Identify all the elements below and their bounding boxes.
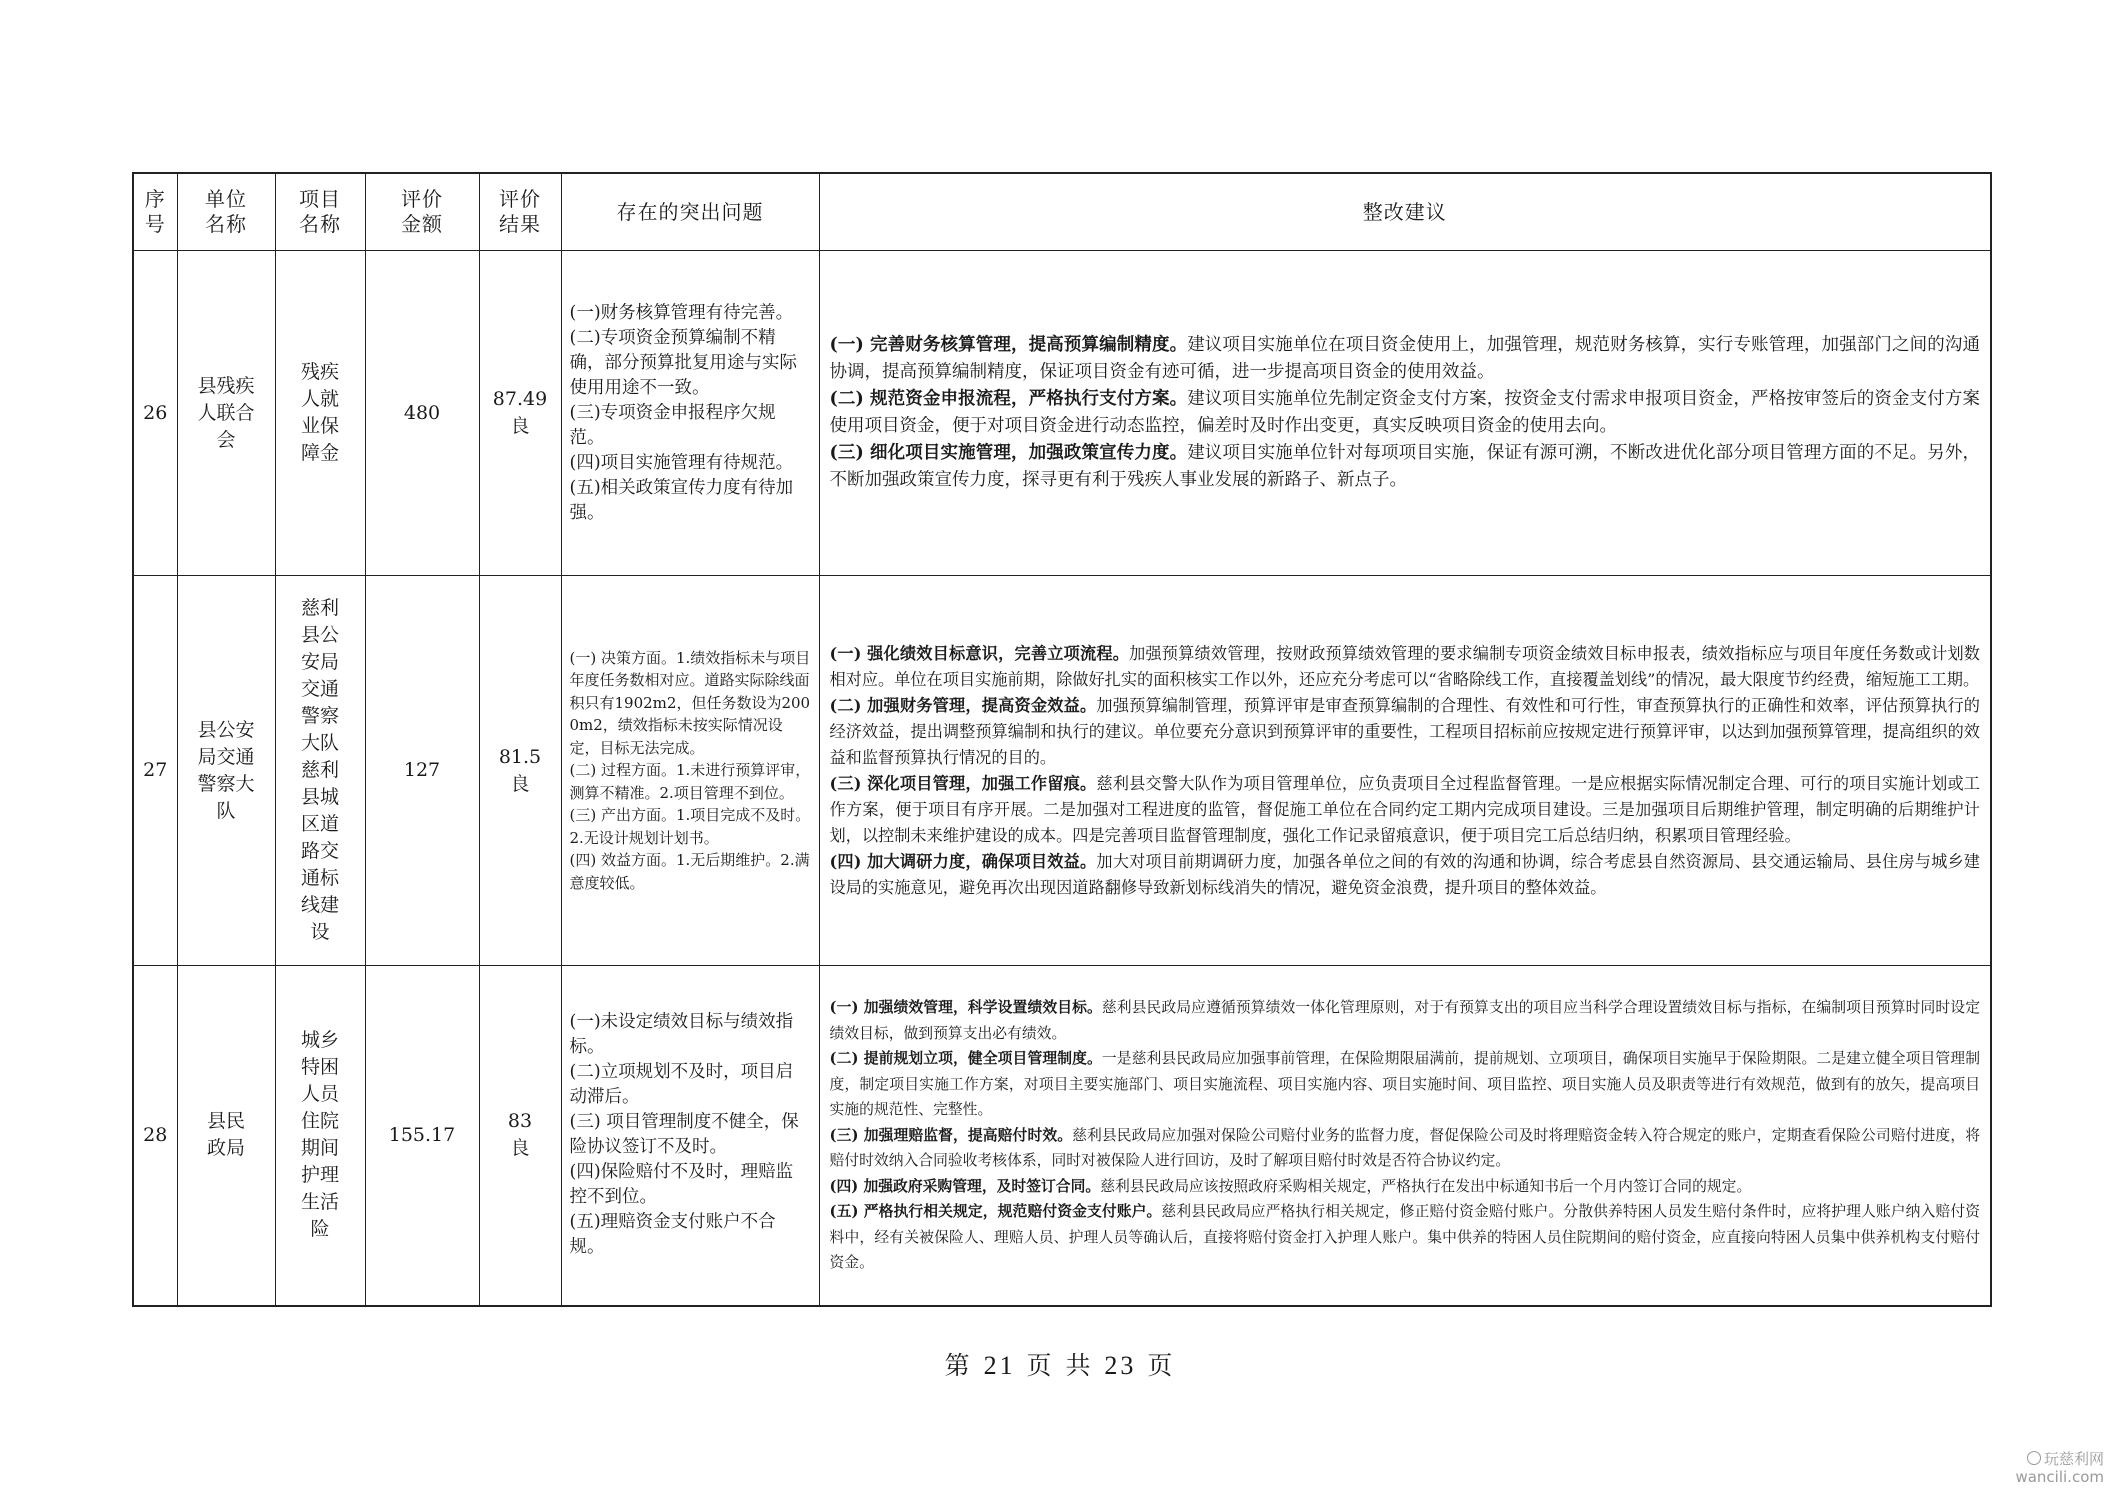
header-amount: 评价金额 bbox=[365, 173, 479, 251]
issue-item: (四)项目实施管理有待规范。 bbox=[569, 452, 794, 473]
header-seq: 序号 bbox=[133, 173, 177, 251]
suggestion-item: (一) 强化绩效目标意识，完善立项流程。加强预算绩效管理，按财政预算绩效管理的要求编制专项资金绩效目标申报表，绩效指标应与项目年度任务数或计划数相对应。单位在项目实施前期，除做好扎实的面积核实工作以外，还应充分考虑可以“省略除线工作，直接覆盖划线”的情况，最大限度节约经费，缩短施工工期。 bbox=[829, 643, 1980, 689]
page-number-footer bbox=[0, 1346, 2120, 1382]
row-issues bbox=[561, 251, 819, 576]
page-label-mid: 页 共 bbox=[1026, 1351, 1094, 1380]
table-row bbox=[133, 576, 1991, 966]
issue-item: (五)理赔资金支付账户不合规。 bbox=[569, 1212, 776, 1258]
row-grade: 良 bbox=[510, 1137, 530, 1160]
issue-item: (四) 效益方面。1.无后期维护。2.满意度较低。 bbox=[569, 851, 810, 892]
row-project: 残疾人就业保障金 bbox=[275, 251, 365, 576]
issue-item: (一) 决策方面。1.绩效指标未与项目年度任务数相对应。道路实际除线面积只有1902m2，但任务数设为2000m2，绩效指标未按实际情况设定，目标无法完成。 bbox=[569, 648, 811, 757]
row-amount: 480 bbox=[365, 251, 479, 576]
issue-item: (一)财务核算管理有待完善。 bbox=[569, 302, 794, 323]
watermark-name: 玩慈利网 bbox=[2043, 1450, 2104, 1468]
row-amount: 127 bbox=[365, 576, 479, 966]
row-score: 87.49 bbox=[492, 388, 548, 410]
suggestion-item: (一) 完善财务核算管理，提高预算编制精度。建议项目实施单位在项目资金使用上，加强管理，规范财务核算，实行专账管理，加强部门之间的沟通协调，提高预算编制精度，保证项目资金有迹可循，进一步提高项目资金的使用效益。 bbox=[829, 335, 1980, 382]
site-watermark bbox=[2015, 1450, 2104, 1486]
evaluation-table bbox=[132, 172, 1992, 1307]
issue-item: (五)相关政策宣传力度有待加强。 bbox=[569, 477, 794, 523]
issue-item: (三) 产出方面。1.项目完成不及时。2.无设计规划计划书。 bbox=[569, 806, 811, 847]
row-unit: 县公安局交通警察大队 bbox=[177, 576, 275, 966]
suggestion-item: (四) 加大调研力度，确保项目效益。加大对项目前期调研力度，加强各单位之间的有效的沟通和协调，综合考虑县自然资源局、县交通运输局、县住房与城乡建设局的实施意见，避免再次出现因道路翻修导致新划标线消失的情况，避免资金浪费，提升项目的整体效益。 bbox=[829, 851, 1980, 897]
row-issues bbox=[561, 576, 819, 966]
row-unit: 县民政局 bbox=[177, 966, 275, 1306]
issue-item: (二)专项资金预算编制不精确，部分预算批复用途与实际使用用途不一致。 bbox=[569, 327, 797, 398]
row-project: 城乡特困人员住院期间护理生活险 bbox=[275, 966, 365, 1306]
row-project: 慈利县公安局交通警察大队慈利县城区道路交通标线建设 bbox=[275, 576, 365, 966]
row-suggestions bbox=[819, 251, 1991, 576]
suggestion-item: (二) 规范资金申报流程，严格执行支付方案。建议项目实施单位先制定资金支付方案，按资金支付需求申报项目资金，严格按审签后的资金支付方案使用项目资金，便于对项目资金进行动态监控，偏差时及时作出变更，真实反映项目资金的使用去向。 bbox=[829, 389, 1980, 436]
suggestion-item: (三) 细化项目实施管理，加强政策宣传力度。建议项目实施单位针对每项项目实施，保证有源可溯，不断改进优化部分项目管理方面的不足。另外，不断加强政策宣传力度，探寻更有利于残疾人事业发展的新路子、新点子。 bbox=[829, 443, 1980, 490]
page-current: 21 bbox=[983, 1351, 1016, 1380]
header-suggestions: 整改建议 bbox=[819, 173, 1991, 251]
row-seq: 28 bbox=[133, 966, 177, 1306]
row-score: 81.5 bbox=[498, 745, 542, 768]
issue-item: (四)保险赔付不及时，理赔监控不到位。 bbox=[569, 1162, 794, 1208]
watermark-domain: wancili.com bbox=[2015, 1468, 2104, 1486]
suggestion-item: (四) 加强政府采购管理，及时签订合同。慈利县民政局应该按照政府采购相关规定，严格执行在发出中标通知书后一个月内签订合同的规定。 bbox=[829, 1177, 1752, 1195]
row-issues bbox=[561, 966, 819, 1306]
page-total: 23 bbox=[1104, 1351, 1137, 1380]
row-amount: 155.17 bbox=[365, 966, 479, 1306]
header-issues: 存在的突出问题 bbox=[561, 173, 819, 251]
issue-item: (二) 过程方面。1.未进行预算评审，测算不精准。2.项目管理不到位。 bbox=[569, 761, 811, 802]
row-score: 83 bbox=[507, 1110, 533, 1133]
row-suggestions bbox=[819, 966, 1991, 1306]
page-label-pre: 第 bbox=[944, 1351, 973, 1380]
table-header-row bbox=[133, 173, 1991, 251]
row-grade: 良 bbox=[510, 772, 530, 795]
suggestion-item: (三) 加强理赔监督，提高赔付时效。慈利县民政局应加强对保险公司赔付业务的监督力度，督促保险公司及时将理赔资金转入符合规定的账户，定期查看保险公司赔付进度，将赔付时效纳入合同验收考核体系，同时对被保险人进行回访，及时了解项目赔付时效是否符合协议约定。 bbox=[829, 1126, 1980, 1169]
suggestion-item: (二) 提前规划立项，健全项目管理制度。一是慈利县民政局应加强事前管理，在保险期限届满前，提前规划、立项项目，确保项目实施早于保险期限。二是建立健全项目管理制度，制定项目实施工作方案，对项目主要实施部门、项目实施流程、项目实施内容、项目实施时间、项目监控、项目实施人员及职责等进行有效规范，做到有的放矢，提高项目实施的规范性、完整性。 bbox=[829, 1050, 1980, 1118]
row-seq: 27 bbox=[133, 576, 177, 966]
issue-item: (三) 项目管理制度不健全，保险协议签订不及时。 bbox=[569, 1112, 799, 1158]
table-row bbox=[133, 966, 1991, 1306]
row-seq: 26 bbox=[133, 251, 177, 576]
suggestion-item: (五) 严格执行相关规定，规范赔付资金支付账户。慈利县民政局应严格执行相关规定，修正赔付资金赔付账户。分散供养特困人员发生赔付条件时，应将护理人账户纳入赔付资料中，经有关被保险人、理赔人员、护理人员等确认后，直接将赔付资金打入护理人账户。集中供养的特困人员住院期间的赔付资金，应直接向特困人员集中供养机构支付赔付资金。 bbox=[829, 1203, 1980, 1271]
header-result: 评价结果 bbox=[479, 173, 561, 251]
suggestion-item: (一) 加强绩效管理，科学设置绩效目标。慈利县民政局应遵循预算绩效一体化管理原则，对于有预算支出的项目应当科学合理设置绩效目标与指标，在编制项目预算时同时设定绩效目标，做到预算支出必有绩效。 bbox=[829, 999, 1980, 1042]
page-label-post: 页 bbox=[1147, 1351, 1176, 1380]
row-grade: 良 bbox=[510, 415, 530, 437]
table-row bbox=[133, 251, 1991, 576]
row-suggestions bbox=[819, 576, 1991, 966]
watermark-logo-icon bbox=[2027, 1451, 2041, 1465]
issue-item: (二)立项规划不及时，项目启动滞后。 bbox=[569, 1062, 794, 1108]
row-result bbox=[479, 576, 561, 966]
issue-item: (三)专项资金申报程序欠规范。 bbox=[569, 402, 776, 448]
header-project: 项目名称 bbox=[275, 173, 365, 251]
header-unit: 单位名称 bbox=[177, 173, 275, 251]
suggestion-item: (三) 深化项目管理，加强工作留痕。慈利县交警大队作为项目管理单位，应负责项目全过程监督管理。一是应根据实际情况制定合理、可行的项目实施计划或工作方案，便于项目有序开展。二是加强对工程进度的监管，督促施工单位在合同约定工期内完成项目建设。三是加强项目后期维护管理，制定明确的后期维护计划，以控制未来维护建设的成本。四是完善项目监督管理制度，强化工作记录留痕意识，便于项目完工后总结归纳，积累项目管理经验。 bbox=[829, 773, 1980, 845]
issue-item: (一)未设定绩效目标与绩效指标。 bbox=[569, 1012, 794, 1058]
suggestion-item: (二) 加强财务管理，提高资金效益。加强预算编制管理，预算评审是审查预算编制的合理性、有效性和可行性，审查预算执行的正确性和效率，评估预算执行的经济效益，提出调整预算编制和执行的建议。单位要充分意识到预算评审的重要性，工程项目招标前应按规定进行预算评审，以达到加强预算管理，提高组织的效益和监督预算执行情况的目的。 bbox=[829, 695, 1980, 767]
row-unit: 县残疾人联合会 bbox=[177, 251, 275, 576]
row-result bbox=[479, 966, 561, 1306]
row-result bbox=[479, 251, 561, 576]
